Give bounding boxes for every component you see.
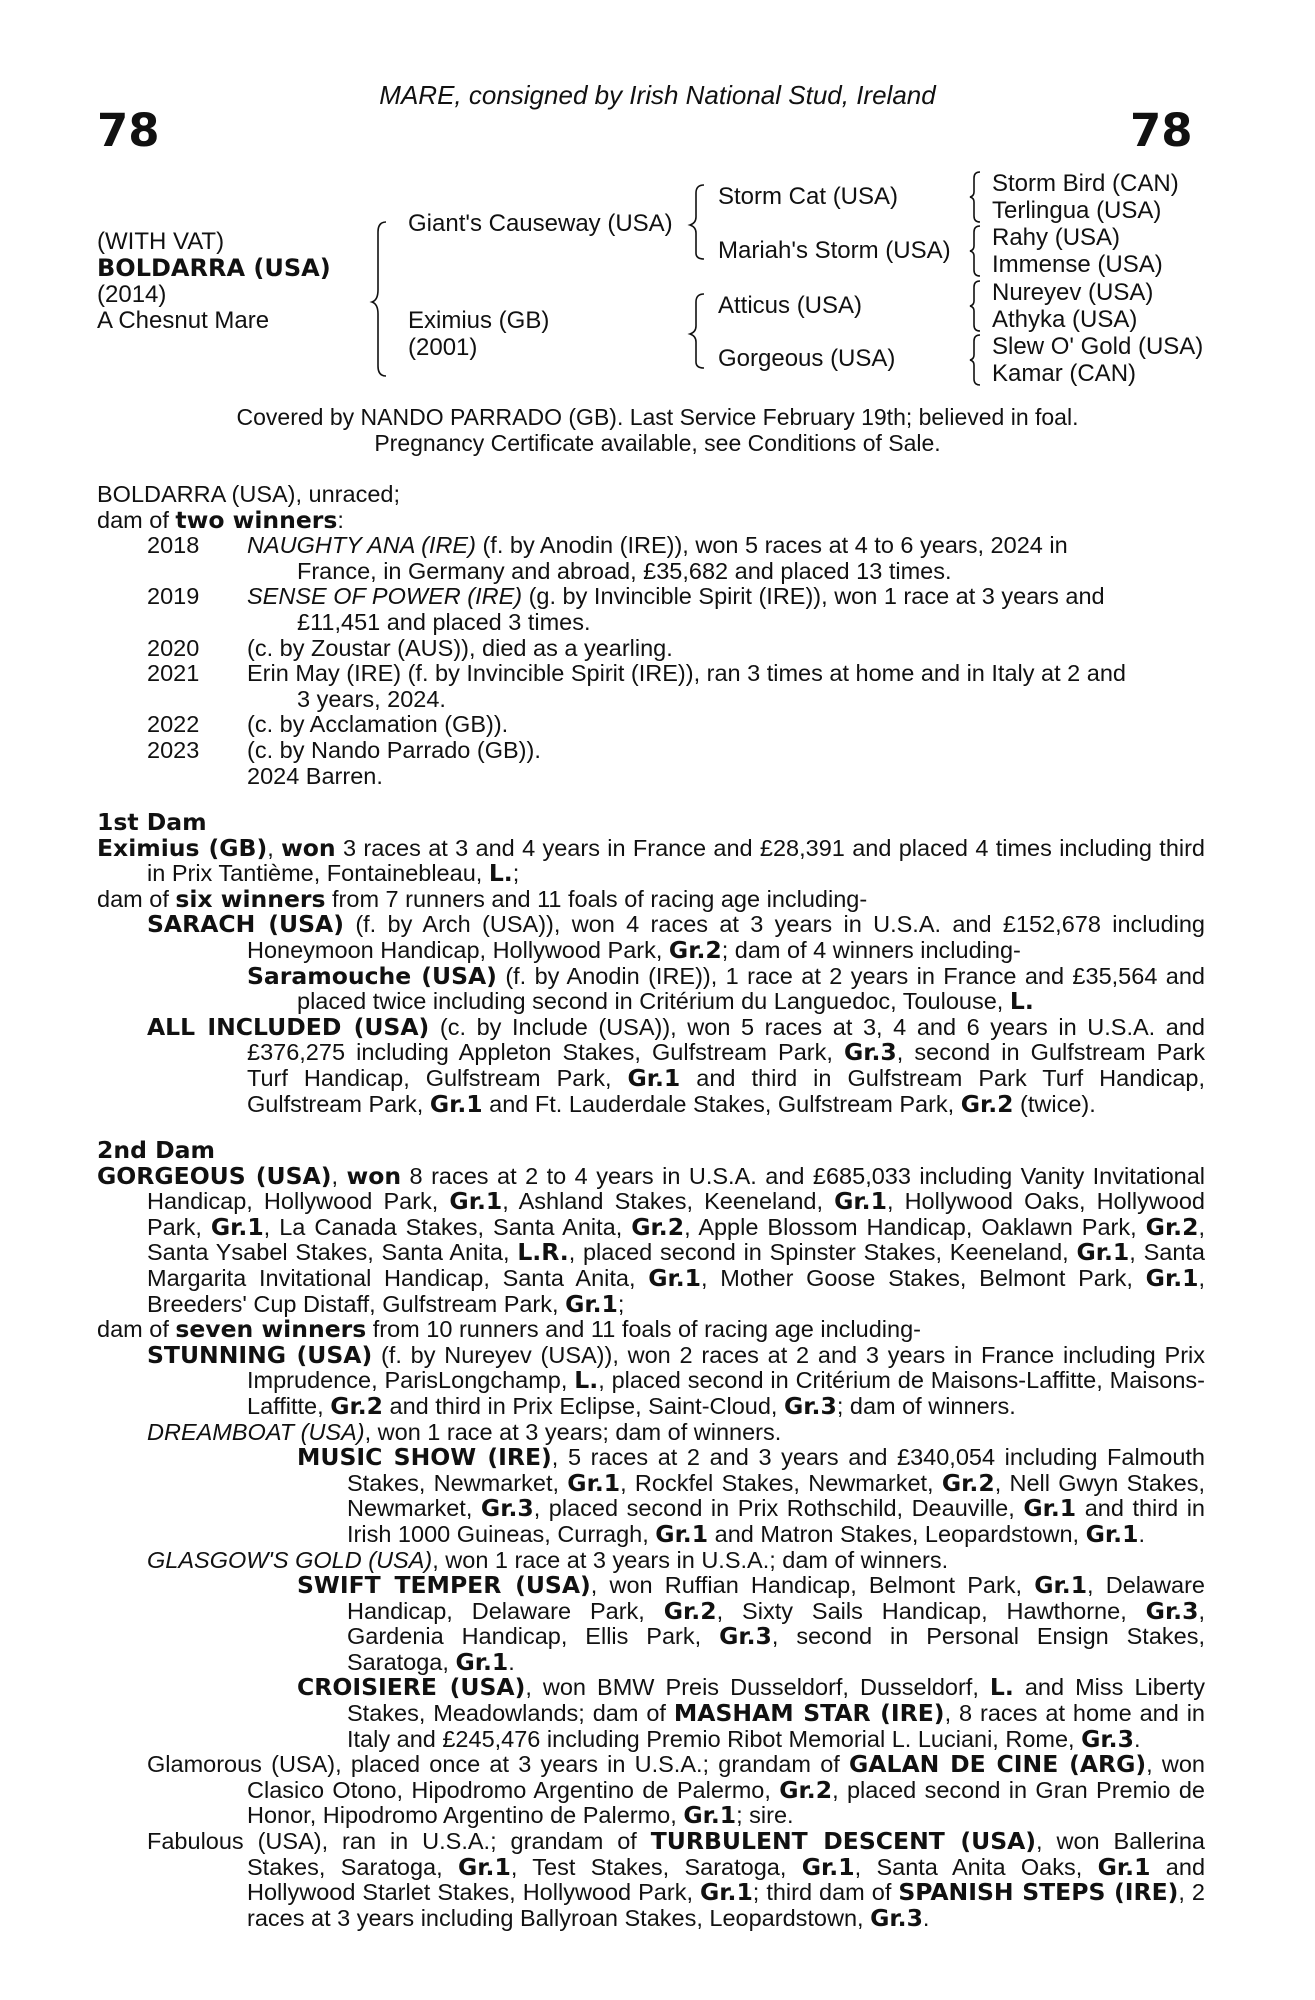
covering-line-2: Pregnancy Certificate available, see Conditions of Sale. [374,430,941,456]
horse-year: (2014) [97,281,167,308]
pedigree-brace-3 [968,279,984,335]
progeny-music-show: MUSIC SHOW (IRE), 5 races at 2 and 3 years and £340,054 including Falmouth Stakes, Newmarket, Gr.1, Rockfel Stakes, Newmarket, Gr.2, Nell Gwyn Stakes, Newmarket, Gr.3, placed second in Prix Rothschild, Deauville, Gr.1 and third in Irish 1000 Guineas, Curragh, Gr.1 and Matron Stakes, Leopardstown, Gr.1. [297,1443,1206,1548]
progeny-all-included: ALL INCLUDED (USA) (c. by Include (USA)), won 5 races at 3, 4 and 6 years in U.S.A. and £376,275 including Appleton Stakes, Gulfstream Park, Gr.3, second in Gulfstream Park Turf Handicap, Gulfstream Park, Gr.1 and third in Gulfstream Park Turf Handicap, Gulfstream Park, Gr.1 and Ft. Lauderdale Stakes, Gulfstream Park, Gr.2 (twice). [147,1012,1205,1118]
pedigree-brace-2 [968,224,984,280]
produce-row-2018: 2018 NAUGHTY ANA (IRE) (f. by Anodin (IRE)), won 5 races at 4 to 6 years, 2024 in France, in Germany and abroad, £35,682 and placed 13 times. [147,532,1068,584]
pedigree-gen3-8: Kamar (CAN) [992,360,1137,387]
second-dam-heading: 2nd Dam [97,1136,215,1164]
progeny-croisiere: CROISIERE (USA), won BMW Preis Dusseldorf, Dusseldorf, L. and Miss Liberty Stakes, Meadowlands; dam of MASHAM STAR (IRE), 8 races at home and in Italy and £245,476 including Premio Ribot Memorial L. Luciani, Rome, Gr.3. [297,1673,1206,1753]
pedigree-gen3-2: Terlingua (USA) [992,197,1162,224]
produce-section [97,482,1205,789]
produce-row-2023: 2023 (c. by Nando Parrado (GB)). [147,736,541,763]
horse-name: BOLDARRA (USA) [97,254,331,282]
pedigree-bracket-dam [688,292,708,372]
vat-note: (WITH VAT) [97,228,225,255]
pedigree-brace-1 [968,170,984,226]
second-dam-dam-of: dam of seven winners from 10 runners and 11 foals of racing age including- [97,1315,921,1344]
pedigree-gen3-4: Immense (USA) [992,251,1163,278]
pedigree-gen2-1: Storm Cat (USA) [718,183,899,210]
second-dam-record: GORGEOUS (USA), won 8 races at 2 to 4 years in U.S.A. and £685,033 including Vanity Invitational Handicap, Hollywood Park, Gr.1, Ashland Stakes, Keeneland, Gr.1, Hollywood Oaks, Hollywood Park, Gr.1, La Canada Stakes, Santa Anita, Gr.2, Apple Blossom Handicap, Oaklawn Park, Gr.2, Santa Ysabel Stakes, Santa Anita, L.R., placed second in Spinster Stakes, Keeneland, Gr.1, Santa Margarita Invitational Handicap, Santa Anita, Gr.1, Mother Goose Stakes, Belmont Park, Gr.1, Breeders' Cup Distaff, Gulfstream Park, Gr.1; [97,1161,1206,1318]
lot-number-left: 78 [97,104,160,157]
pedigree-dam: Eximius (GB) [408,307,550,334]
first-dam-section [97,810,1205,1117]
pedigree-gen3-7: Slew O' Gold (USA) [992,333,1204,360]
horse-description: A Chesnut Mare [97,307,270,334]
pedigree-bracket-sire [688,183,708,263]
pedigree-brace-4 [968,333,984,389]
pedigree-gen2-2: Mariah's Storm (USA) [718,237,951,264]
covering-line-1: Covered by NANDO PARRADO (GB). Last Service February 19th; believed in foal. [236,404,1079,430]
progeny-sarach: SARACH (USA) (f. by Arch (USA)), won 4 races at 3 years in U.S.A. and £152,678 including Honeymoon Handicap, Hollywood Park, Gr.2; dam of 4 winners including- [147,910,1206,964]
pedigree-gen3-1: Storm Bird (CAN) [992,170,1179,197]
progeny-saramouche: Saramouche (USA) (f. by Anodin (IRE)), 1 race at 2 years in France and £35,564 and placed twice including second in Critérium du Languedoc, Toulouse, L. [247,961,1205,1016]
pedigree-sire: Giant's Causeway (USA) [408,210,673,237]
produce-row-2020: 2020 (c. by Zoustar (AUS)), died as a yearling. [147,634,673,661]
first-dam-heading: 1st Dam [97,808,207,836]
progeny-swift-temper: SWIFT TEMPER (USA), won Ruffian Handicap, Belmont Park, Gr.1, Delaware Handicap, Delaware Park, Gr.2, Sixty Sails Handicap, Hawthorne, Gr.3, Gardenia Handicap, Ellis Park, Gr.3, second in Personal Ensign Stakes, Saratoga, Gr.1. [297,1571,1206,1676]
produce-intro: BOLDARRA (USA), unraced; [97,481,400,507]
second-dam-section [97,1138,1205,1931]
pedigree-gen3-5: Nureyev (USA) [992,279,1154,306]
produce-dam-of: dam of two winners: [97,505,344,534]
pedigree-dam-year: (2001) [408,334,478,361]
pedigree-gen3-6: Athyka (USA) [992,306,1138,333]
first-dam-dam-of: dam of six winners from 7 runners and 11 foals of racing age including- [97,884,868,913]
first-dam-record: Eximius (GB), won 3 races at 3 and 4 years in France and £28,391 and placed 4 times including third in Prix Tantième, Fontainebleau, L.; [97,833,1206,888]
progeny-stunning: STUNNING (USA) (f. by Nureyev (USA)), won 2 races at 2 and 3 years in France including Prix Imprudence, ParisLongchamp, L., placed second in Critérium de Maisons-Laffitte, Maisons-Laffitte, Gr.2 and third in Prix Eclipse, Saint-Cloud, Gr.3; dam of winners. [147,1340,1205,1420]
produce-row-2019: 2019 SENSE OF POWER (IRE) (g. by Invincible Spirit (IRE)), won 1 race at 3 years and £11,451 and placed 3 times. [147,583,1105,635]
consignment-line: MARE, consigned by Irish National Stud, Ireland [379,80,936,110]
pedigree-gen3-3: Rahy (USA) [992,224,1121,251]
progeny-glasgows-gold: GLASGOW'S GOLD (USA), won 1 race at 3 years in U.S.A.; dam of winners. [147,1546,949,1573]
pedigree-bracket-main [370,220,390,380]
progeny-glamorous: Glamorous (USA), placed once at 3 years in U.S.A.; grandam of GALAN DE CINE (ARG), won Clasico Otono, Hipodromo Argentino de Palermo, Gr.2, placed second in Gran Premio de Honor, Hipodromo Argentino de Palermo, Gr.1; sire. [147,1750,1206,1830]
produce-row-2022: 2022 (c. by Acclamation (GB)). [147,711,509,738]
lot-number-right: 78 [1130,104,1193,157]
pedigree-gen2-3: Atticus (USA) [718,292,863,319]
progeny-fabulous: Fabulous (USA), ran in U.S.A.; grandam of TURBULENT DESCENT (USA), won Ballerina Stakes, Saratoga, Gr.1, Test Stakes, Saratoga, Gr.1, Santa Anita Oaks, Gr.1 and Hollywood Starlet Stakes, Hollywood Park, Gr.1; third dam of SPANISH STEPS (IRE), 2 races at 3 years including Ballyroan Stakes, Leopardstown, Gr.3. [147,1827,1206,1932]
progeny-dreamboat: DREAMBOAT (USA), won 1 race at 3 years; dam of winners. [147,1418,782,1445]
pedigree-gen2-4: Gorgeous (USA) [718,345,896,372]
produce-row-2021: 2021 Erin May (IRE) (f. by Invincible Spirit (IRE)), ran 3 times at home and in Italy at 2 and 3 years, 2024. [147,660,1126,712]
produce-row-2024: 2024 Barren. [247,762,383,789]
